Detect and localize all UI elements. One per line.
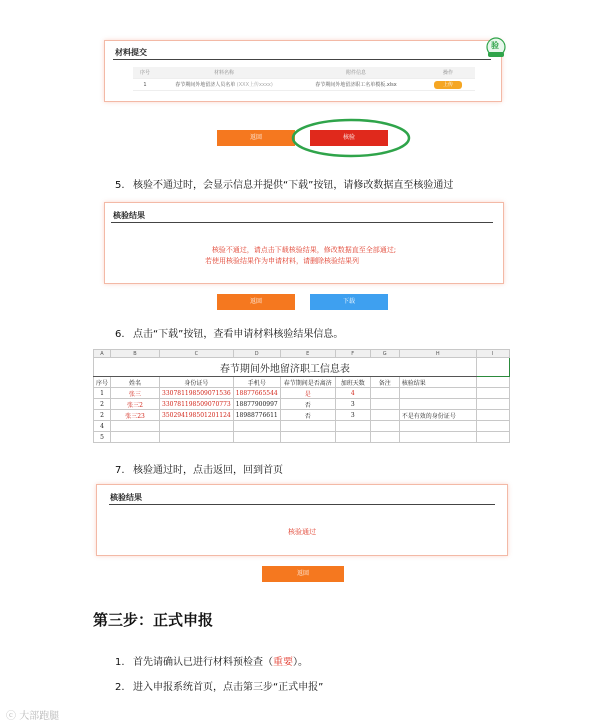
sheet-column-letters: A B C D E F G H I bbox=[94, 350, 510, 358]
back-button[interactable]: 返回 bbox=[217, 294, 295, 310]
row-file: 春节期间外地留济职工名单模板.xlsx bbox=[291, 79, 421, 91]
verify-button[interactable]: 核验 bbox=[310, 130, 388, 146]
col-header-file: 附件信息 bbox=[291, 67, 421, 79]
col-header-index: 序号 bbox=[133, 67, 157, 79]
table-row: 2 张三23 350294198501201124 18988776611 否 3 不是有效的身份证号 bbox=[94, 410, 510, 421]
verify-result-fail-panel bbox=[104, 202, 504, 284]
sheet-header-row: 序号 姓名 身份证号 手机号 春节期间是否离济 加班天数 备注 核验结果 bbox=[94, 377, 510, 388]
verify-result-pass-panel bbox=[96, 484, 508, 556]
error-line-2: 若使用核验结果作为申请材料，请删除核验结果列 bbox=[205, 257, 359, 265]
step-6: 6. 点击“下载”按钮，查看申请材料核验结果信息。 bbox=[115, 329, 344, 340]
watermark-logo-icon: ⓒ bbox=[6, 711, 16, 722]
highlight-ring-icon bbox=[290, 117, 412, 159]
download-button[interactable]: 下载 bbox=[310, 294, 388, 310]
row-action bbox=[421, 79, 475, 91]
result-spreadsheet bbox=[93, 349, 513, 450]
table-row: 5 bbox=[94, 432, 510, 443]
back-button[interactable]: 返回 bbox=[217, 130, 295, 146]
table-row: 2 张三2 330781198509070773 18877900997 否 3 bbox=[94, 399, 510, 410]
step-5: 5. 核验不通过时，会显示信息并提供“下载”按钮，请修改数据直至核验通过 bbox=[115, 180, 454, 191]
table-row: 1 张三 330781198509071536 18877665544 是 4 bbox=[94, 388, 510, 399]
list-item-2: 2. 进入申报系统首页，点击第三步“正式申报” bbox=[115, 682, 324, 693]
panel-divider bbox=[113, 59, 491, 60]
section-heading: 第三步：正式申报 bbox=[93, 611, 214, 629]
material-submit-panel bbox=[104, 40, 502, 102]
table-row: 4 bbox=[94, 421, 510, 432]
panel-title: 核验结果 bbox=[113, 211, 145, 220]
panel-divider bbox=[109, 504, 495, 505]
sheet-title: 春节期间外地留济职工信息表 bbox=[94, 358, 477, 377]
table-row bbox=[133, 79, 475, 91]
error-line-1: 核验不通过，请点击下载核验结果，修改数据直至全部通过; bbox=[211, 246, 397, 254]
material-table bbox=[133, 67, 475, 91]
verify-stamp-icon bbox=[484, 36, 508, 60]
row-index: 1 bbox=[133, 79, 157, 91]
row-name: 春节期间外地留济人员名单 (XXX上传xxxx) bbox=[157, 79, 291, 91]
back-button[interactable]: 返回 bbox=[262, 566, 344, 582]
step-7: 7. 核验通过时，点击返回，回到首页 bbox=[115, 465, 283, 476]
stamp-text: 验 bbox=[491, 41, 499, 50]
upload-button[interactable]: 上传 bbox=[434, 81, 462, 89]
panel-divider bbox=[111, 222, 493, 223]
pass-message: 核验通过 bbox=[288, 528, 316, 536]
panel-title: 材料提交 bbox=[115, 48, 147, 57]
important-note: 重要 bbox=[273, 657, 293, 668]
watermark: ⓒ 大部跑腿 bbox=[6, 711, 60, 722]
col-header-action: 操作 bbox=[421, 67, 475, 79]
col-header-name: 材料名称 bbox=[157, 67, 291, 79]
panel-title: 核验结果 bbox=[110, 493, 142, 502]
list-item-1: 1. 首先请确认已进行材料预检查（重要）。 bbox=[115, 657, 308, 668]
